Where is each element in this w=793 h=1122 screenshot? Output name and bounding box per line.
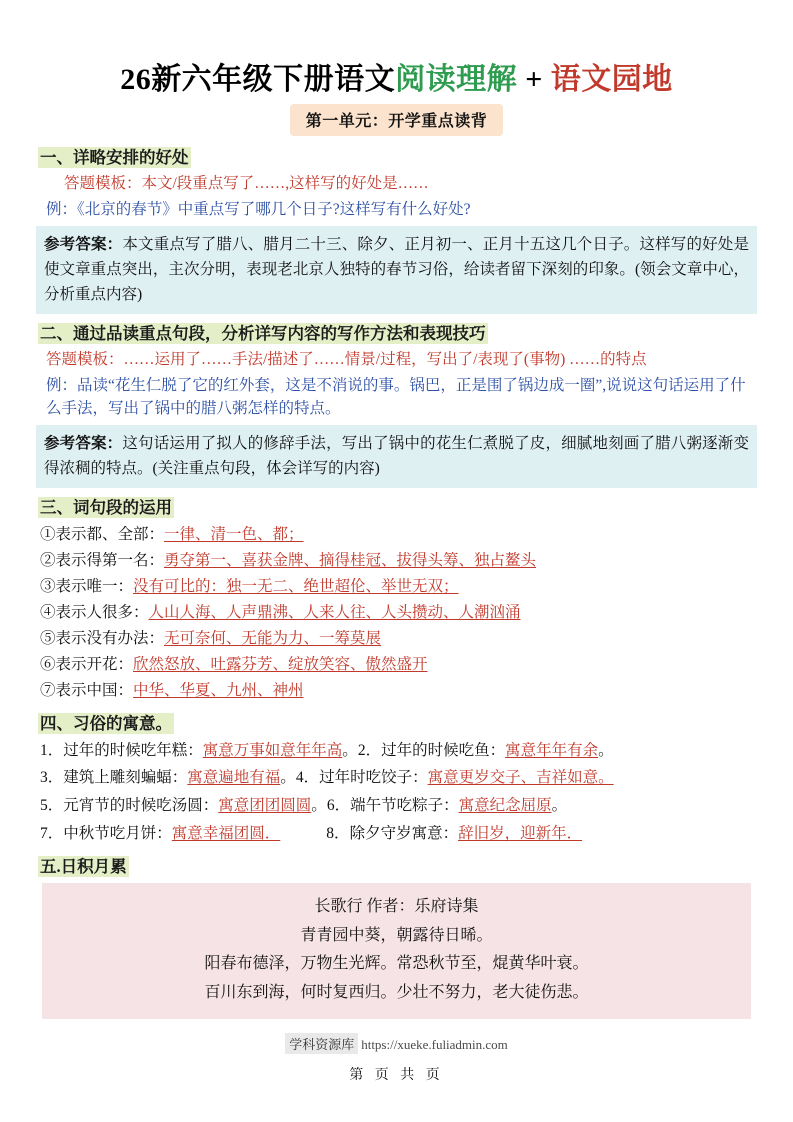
row-left-answer: 寓意幸福团圆．: [171, 824, 281, 842]
section-2-example: 例：品读“花生仁脱了它的红外套，这是不消说的事。锅巴，正是围了锅边成一圈”,说说这句话运用了什么手法，写出了锅中的腊八粥怎样的特点。: [46, 377, 746, 418]
list-item-prefix: ⑦表示中国：: [40, 682, 134, 700]
list-item-content: 欣然怒放、吐露芬芳、绽放笑容、傲然盛开: [133, 656, 428, 674]
section-heading-4: [38, 710, 757, 734]
row-left-answer: 寓意万事如意年年高: [202, 741, 343, 759]
poem-title-line: 长歌行 作者：乐府诗集: [314, 898, 479, 916]
row-right-number: 6．: [326, 796, 351, 814]
title-plus: +: [517, 63, 551, 96]
section-1-example: 例：《北京的春节》中重点写了哪几个日子?这样写有什么好处?: [46, 201, 471, 219]
row-right-answer: 寓意更岁交子、吉祥如意。: [427, 769, 614, 787]
row-right-number: 8．: [326, 824, 350, 842]
custom-row: [40, 765, 757, 792]
row-left-tail: 。: [342, 741, 358, 759]
row-right-answer: 辞旧岁，迎新年．: [458, 824, 583, 842]
row-left-number: 7．: [40, 824, 64, 842]
section-heading-3: [38, 494, 757, 518]
poem-line: 阳春布德泽，万物生光辉。常恐秋节至，焜黄华叶衰。: [204, 955, 589, 973]
custom-row: [40, 821, 757, 848]
watermark-label: 学科资源库: [285, 1033, 358, 1054]
section-2-answer-label: 参考答案：: [44, 434, 123, 452]
unit-banner: 第一单元：开学重点读背: [290, 104, 504, 136]
row-left-text: 中秋节吃月饼：: [63, 824, 172, 842]
title-part-1: 26新六年级下册语文: [120, 63, 396, 96]
poem-line: 青青园中葵，朝露待日晞。: [300, 926, 493, 944]
row-left-text: 过年的时候吃年糕：: [63, 741, 203, 759]
section-heading-4-text: 四、习俗的寓意。: [40, 713, 172, 733]
section-2-answer: [36, 425, 757, 488]
list-item: [40, 574, 757, 599]
section-1-answer-label: 参考答案：: [44, 235, 123, 253]
section-heading-5-text: 五.日积月累: [40, 857, 127, 877]
list-item-prefix: ②表示得第一名：: [40, 551, 165, 569]
page-title: [36, 54, 757, 98]
list-item-prefix: ①表示都、全部：: [40, 525, 165, 543]
watermark-url: https://xueke.fuliadmin.com: [361, 1037, 508, 1053]
unit-banner-wrap: [36, 104, 757, 136]
row-left-text: 元宵节的时候吃汤圆：: [63, 796, 219, 814]
section-heading-3-text: 三、词句段的运用: [40, 497, 172, 517]
row-left-number: 5．: [40, 796, 64, 814]
section-1-answer: [36, 226, 757, 314]
custom-row: [40, 738, 757, 765]
list-item-content: 人山人海、人声鼎沸、人来人往、人头攒动、人潮汹涌: [148, 604, 521, 622]
list-item: [40, 652, 757, 677]
row-right-text: 过年时吃饺子：: [319, 769, 428, 787]
section-heading-5: [38, 853, 757, 877]
section-1-answer-text: 本文重点写了腊八、腊月二十三、除夕、正月初一、正月十五这几个日子。这样写的好处是使文章重点突出，主次分明，表现老北京人独特的春节习俗，给读者留下深刻的印象。(领会文章中心，分析重点内容): [44, 235, 749, 303]
row-right-answer: 寓意年年有余: [505, 741, 599, 759]
row-left-answer: 寓意遍地有福: [187, 769, 281, 787]
row-right-answer: 寓意纪念屈原: [458, 796, 552, 814]
list-item-content: 中华、华夏、九州、神州: [133, 682, 304, 700]
list-item: [40, 678, 757, 703]
page-number: 第 页 共 页: [349, 1068, 444, 1084]
list-item: [40, 626, 757, 651]
list-item-content: 勇夺第一、喜获金牌、摘得桂冠、拔得头筹、独占鳌头: [164, 551, 537, 569]
watermark: [36, 1033, 757, 1054]
row-left-answer: 寓意团团圆圆: [218, 796, 312, 814]
section-heading-1: [38, 144, 757, 168]
list-item-prefix: ⑥表示开花：: [40, 656, 134, 674]
list-item: [40, 522, 757, 547]
row-right-text: 端午节吃粽子：: [350, 796, 459, 814]
title-part-2: 阅读理解: [395, 63, 518, 96]
row-right-number: 2．: [357, 741, 382, 759]
title-part-3: 语文园地: [550, 63, 673, 96]
list-item-prefix: ③表示唯一：: [40, 578, 134, 596]
list-item: [40, 600, 757, 625]
section-2-template: 答题模板：……运用了……手法/描述了……情景/过程，写出了/表现了(事物) ……的特点: [46, 350, 647, 368]
section-heading-2: [38, 320, 757, 344]
row-right-text: 除夕守岁寓意：: [349, 824, 459, 842]
row-left-tail: 。: [311, 796, 327, 814]
list-item: [40, 548, 757, 573]
row-left-number: 1．: [40, 741, 64, 759]
row-left-text: 建筑上雕刻蝙蝠：: [63, 769, 188, 787]
row-right-tail: 。: [551, 796, 568, 814]
poem-line: 百川东到海，何时复西归。少壮不努力，老大徒伤悲。: [204, 983, 589, 1001]
section-heading-1-text: 一、详略安排的好处: [40, 148, 189, 167]
custom-row: [40, 793, 757, 820]
row-right-tail: 。: [598, 741, 614, 759]
row-right-text: 过年的时候吃鱼：: [381, 741, 506, 759]
section-heading-2-text: 二、通过品读重点句段，分析详写内容的写作方法和表现技巧: [40, 323, 486, 343]
row-right-number: 4．: [295, 769, 320, 787]
row-left-number: 3．: [40, 769, 64, 787]
row-left-tail: 。: [280, 769, 296, 787]
section-2-answer-text: 这句话运用了拟人的修辞手法，写出了锅中的花生仁煮脱了皮，细腻地刻画了腊八粥逐渐变得浓稠的特点。(关注重点句段，体会详写的内容): [44, 434, 749, 477]
list-item-prefix: ⑤表示没有办法：: [40, 630, 165, 648]
section-1-template: 答题模板：本文/段重点写了……,这样写的好处是……: [64, 175, 429, 192]
list-item-content: 没有可比的：独一无二、绝世超伦、举世无双；: [133, 578, 459, 596]
poem-box: [42, 883, 751, 1019]
list-item-content: 一律、清一色、都；: [164, 525, 304, 543]
list-item-prefix: ④表示人很多：: [40, 604, 149, 622]
list-item-content: 无可奈何、无能为力、一筹莫展: [164, 630, 382, 648]
